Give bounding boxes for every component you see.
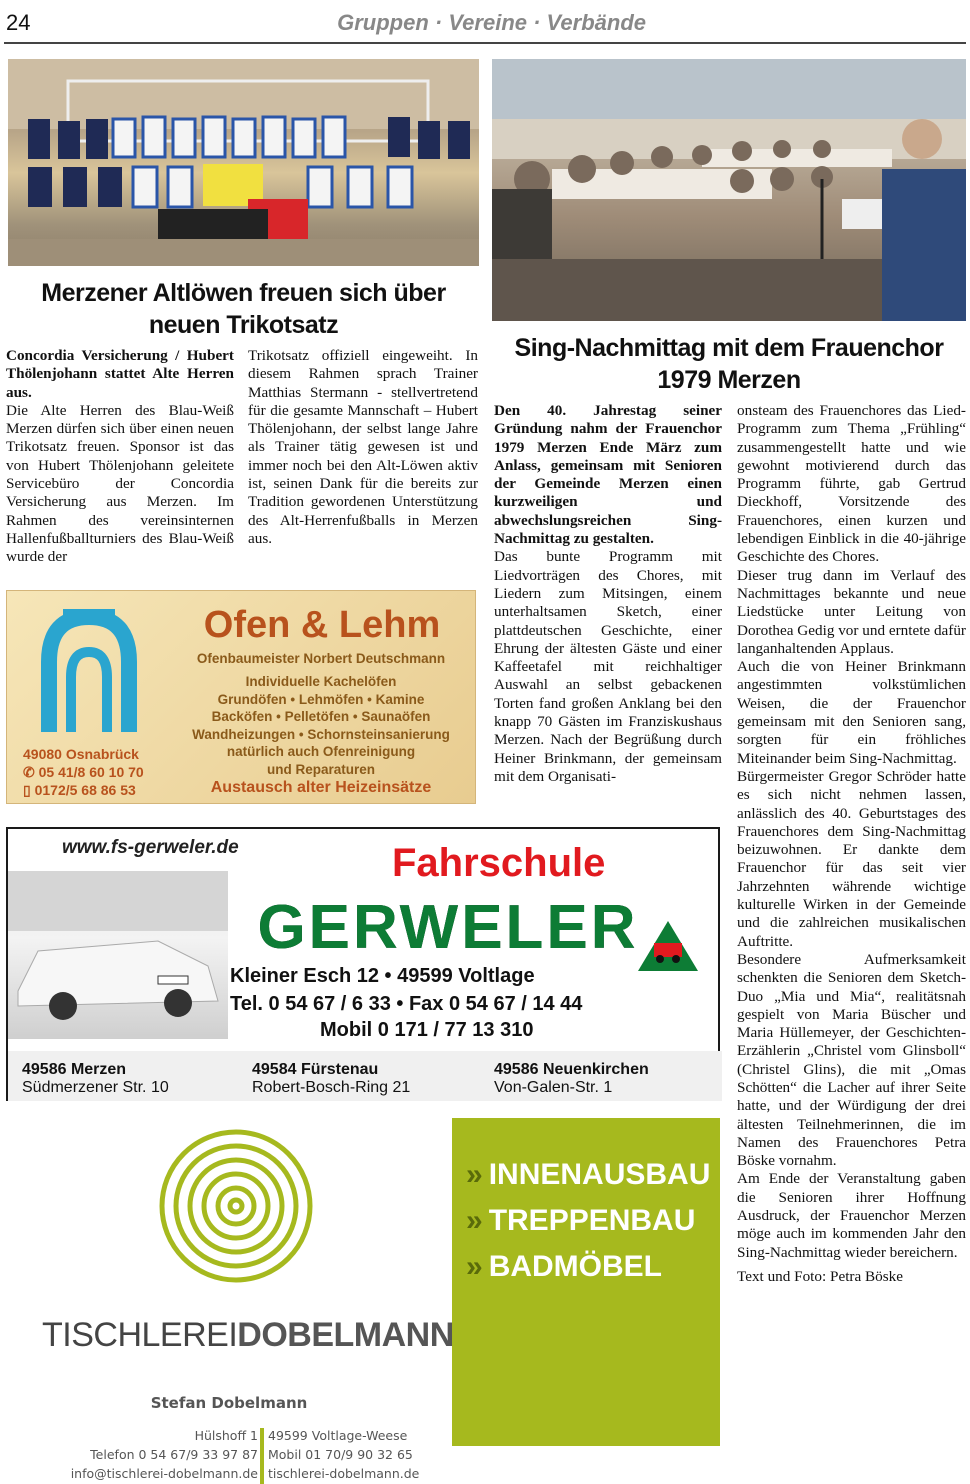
ad-tischlerei-phone[interactable]: Telefon 0 54 67/9 33 97 87 [90, 1447, 258, 1462]
article2-paragraph: Am Ende der Veranstaltung gaben die Senioren ihrer Hoffnung Ausdruck, der Frauenchor Merzen möge auch im kommenden Jahr den Sing-Nachmittag wieder bereichern. [737, 1170, 966, 1261]
ad-ofen-line: natürlich auch Ofenreinigung [226, 744, 416, 759]
ad-ofen-line: Individuelle Kachelöfen [245, 674, 397, 689]
contact-separator [260, 1428, 264, 1484]
ad-ofen-mobile[interactable]: 0172/5 68 86 53 [34, 782, 136, 798]
chevron-right-icon: » [466, 1204, 483, 1237]
article2-column1 [494, 402, 722, 786]
header-rule [4, 42, 966, 44]
ad-tischlerei-street: Hülshoff 1 [194, 1428, 258, 1443]
article1-column2 [248, 347, 478, 548]
ad-tischlerei-owner: Stefan Dobelmann [150, 1394, 308, 1412]
branch-town: 49586 Merzen [22, 1061, 127, 1078]
choir-photo [492, 59, 966, 321]
article1-body-part2: Trikotsatz offiziell eingeweiht. In diesem Rahmen sprach Trainer Matthias Stermann - stellvertretend für die gesamte Mannschaft – Hubert Thölenjohann, der selbst lange Jahre als Trainer tätig gewesen ist und immer noch bei den Alt-Löwen aktiv ist, seinen Dank für die bereits zur Tradition gewordenen Unterstützung des Alt-Herrenfußballs in Merzen aus. [248, 347, 478, 547]
ad-ofen-footer: Austausch alter Heizeinsätze [210, 779, 432, 796]
ad-fahrschule-website[interactable]: www.fs-gerweler.de [62, 837, 239, 858]
ad-ofen-contact [23, 745, 173, 799]
team-photo-illustration [8, 59, 479, 266]
ad-tischlerei-name-light: TISCHLEREI [42, 1316, 238, 1354]
article2-paragraph: onsteam des Frauenchores das Lied-Programm zum Thema „Frühling“ zusammengestellt hatte und wie gewohnt motivierend durch das Programm führte, gab Gertrud Dieckhoff, Vorsitzende des Frauenchores, einen kurzen und lebendigen Einblick in die 40-jährige Geschichte des Chores. [737, 402, 966, 566]
ad-ofen-phone[interactable]: 05 41/8 60 10 70 [38, 764, 144, 780]
ad-fahrschule-phone[interactable]: Tel. 0 54 67 / 6 33 • Fax 0 54 67 / 14 44 [230, 993, 583, 1015]
ad-ofen-subtitle: Ofenbaumeister Norbert Deutschmann [196, 651, 446, 666]
ad-fahrschule-mobile[interactable]: Mobil 0 171 / 77 13 310 [320, 1019, 534, 1041]
branch-fuerstenau [252, 1061, 410, 1097]
article2-lead: Den 40. Jahrestag seiner Gründung nahm der Frauenchor 1979 Merzen Ende März zum Anlass, gemeinsam mit Senioren der Gemeinde Merzen einen kurzweiligen und abwechslungsreichen Sing-Nachmittag zu gestalten. [494, 402, 722, 548]
ad-tischlerei-name-bold: DOBELMANN [237, 1316, 454, 1354]
branch-street: Robert-Bosch-Ring 21 [252, 1079, 411, 1096]
ad-tischlerei-email[interactable]: info@tischlerei-dobelmann.de [70, 1466, 258, 1481]
ad-tischlerei-website[interactable]: tischlerei-dobelmann.de [268, 1466, 420, 1481]
oven-logo-icon [29, 607, 149, 735]
article2-paragraph: Bürgermeister Gregor Schröder hatte es sich nicht nehmen lassen, anlässlich des 40. Geburtstages des Frauenchores dem Sing-Nachmittag beizuwohnen. Er dankte dem Frauenchor für das seit vier Jahrzehnten währende wichtige kulturelle Wirken in der Gemeinde und die zahlreichen musikalischen Auftritte. [737, 767, 966, 950]
article2-paragraph: Dieser trug dann im Verlauf des Nachmittages bekannte und neue Liedstücke unter Leitung von Dorothea Gedig vor und erntete dafür langanhaltenden Applaus. [737, 566, 966, 657]
page-number: 24 [6, 10, 31, 35]
ad-tischlerei-name [42, 1316, 454, 1355]
tree-rings-icon [156, 1126, 316, 1286]
branch-street: Südmerzener Str. 10 [22, 1079, 169, 1096]
chevron-right-icon: » [466, 1158, 483, 1191]
ad-tischlerei-services [466, 1152, 710, 1290]
ad-ofen-lehm[interactable] [6, 590, 476, 804]
photo-credit: Text und Foto: Petra Böske [737, 1267, 903, 1285]
ad-ofen-services [171, 673, 471, 778]
ad-ofen-line: und Reparaturen [266, 761, 375, 777]
branch-street: Von-Galen-Str. 1 [494, 1079, 613, 1096]
branch-town: 49586 Neuenkirchen [494, 1061, 649, 1078]
ad-fahrschule-address: Kleiner Esch 12 • 49599 Voltlage [230, 965, 535, 987]
article2-headline: Sing-Nachmittag mit dem Frauenchor 1979 Merzen [514, 334, 944, 394]
driving-school-car-photo [8, 871, 228, 1039]
ad-tischlerei-dobelmann[interactable] [6, 1118, 720, 1481]
team-photo [8, 59, 479, 266]
branch-merzen [22, 1061, 169, 1097]
phone-icon: ✆ [23, 764, 39, 780]
article1-column1 [6, 347, 234, 567]
ad-fahrschule-gerweler[interactable] [6, 827, 720, 1101]
article1-headline: Merzener Altlöwen freuen sich über neuen Trikotsatz [41, 279, 446, 339]
service-label: TREPPENBAU [488, 1204, 696, 1237]
branch-neuenkirchen [494, 1061, 649, 1097]
article2-column2 [737, 402, 966, 1286]
article1-lead: Concordia Versicherung / Hubert Thölenjohann stattet Alte Herren aus. [6, 347, 234, 401]
ad-tischlerei-contact-right [268, 1426, 458, 1483]
section-title: Gruppen · Vereine · Verbände [337, 10, 646, 35]
choir-photo-illustration [492, 59, 966, 321]
ad-tischlerei-mobile[interactable]: Mobil 01 70/9 90 32 65 [268, 1447, 413, 1462]
article1-body-part1: Die Alte Herren des Blau-Weiß Merzen dürfen sich über einen neuen Trikotsatz freuen. Sponsor ist das von Hubert Thölenjohann geleitete Servicebüro der Concordia Versicherung aus Merzen. Im Rahmen des vereinsinternen Hallenfußballturniers des Blau-Weiß wurde der [6, 401, 234, 566]
ad-tischlerei-contact-left [46, 1426, 258, 1483]
chevron-right-icon: » [466, 1250, 483, 1283]
ad-ofen-line: Wandheizungen • Schornsteinsanierung [192, 726, 450, 742]
mobile-icon: ▯ [23, 782, 35, 798]
car-road-icon [638, 921, 698, 971]
article2-body-part1: Das bunte Programm mit Liedvorträgen des Chores, mit Liedern zum Mitsingen, einem unterhaltsamen Sketch, einer plattdeutschen Geschichte, einer Ehrung der ältesten Gäste und einer Kaffeetafel mit reichhaltiger Auswahl an selbst gebackenen Torten fand großen Anklang bei den knapp 70 Gästen im Franziskushaus Merzen. Nach der Begrüßung durch Heiner Brinkmann, der gemeinsam mit dem Organisati- [494, 548, 722, 785]
service-item [466, 1152, 710, 1198]
car-illustration [8, 871, 228, 1039]
ad-ofen-title: Ofen & Lehm [203, 604, 441, 646]
ad-ofen-line: Backöfen • Pelletöfen • Saunaöfen [211, 709, 431, 724]
service-label: BADMÖBEL [488, 1250, 663, 1283]
ad-ofen-city: 49080 Osnabrück [23, 746, 139, 762]
ad-fahrschule-label: Fahrschule [392, 841, 606, 885]
ad-ofen-line: Grundöfen • Lehmöfen • Kamine [217, 691, 425, 707]
service-item [466, 1244, 710, 1290]
service-label: INNENAUSBAU [488, 1158, 711, 1191]
article2-paragraph: Besondere Aufmerksamkeit schenkten die Senioren dem Sketch-Duo „Mia und Mia“, realitätsnah gespielt von Maria Büscher und Maria Hüllemeyer, der Geschichten-Erzählerin „Christel vom Glinsboll“ (Christel Glins), die mit „Omas Schötten“ die Lacher auf ihrer Seite hatte, und der Würdigung der drei ältesten Teilnehmerinnen, die im Namen des Frauenchores Petra Böske vornahm. [737, 950, 966, 1170]
article2-paragraph: Auch die von Heiner Brinkmann angestimmten volkstümlichen Weisen, die der Frauenchor gemeinsam mit den Senioren sang, sorgten für ein fröhliches Miteinander beim Sing-Nachmittag. [737, 658, 966, 767]
service-item [466, 1198, 710, 1244]
ad-fahrschule-name: GERWELER [228, 889, 668, 967]
ad-tischlerei-town: 49599 Voltlage-Weese [268, 1428, 408, 1443]
branch-town: 49584 Fürstenau [252, 1061, 379, 1078]
